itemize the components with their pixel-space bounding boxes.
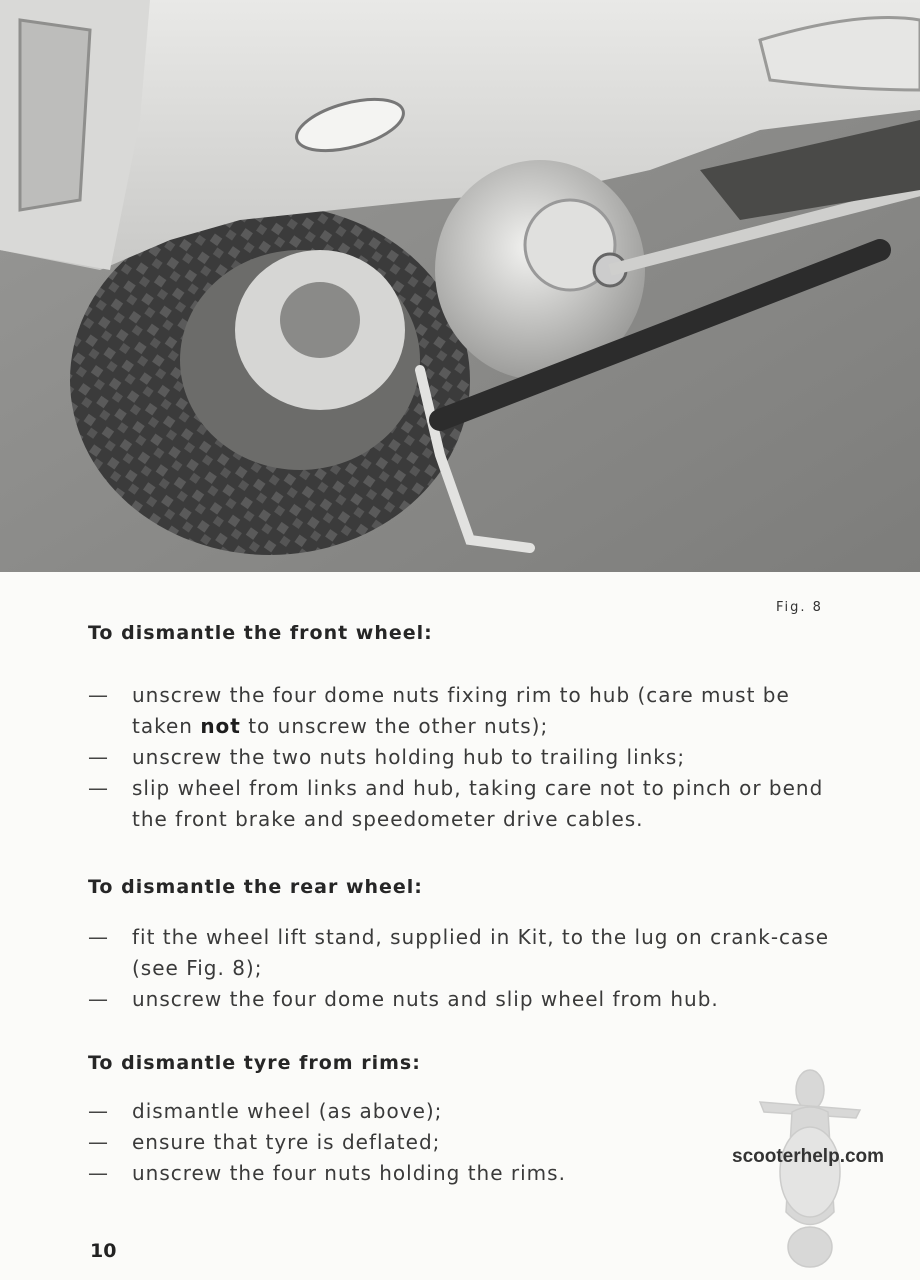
- dash-bullet: —: [88, 745, 109, 769]
- dash-bullet: —: [88, 925, 109, 949]
- section-heading-rear-wheel: To dismantle the rear wheel:: [88, 876, 423, 898]
- dash-bullet: —: [88, 1161, 109, 1185]
- dash-bullet: —: [88, 776, 109, 800]
- section-heading-tyre: To dismantle tyre from rims:: [88, 1052, 421, 1074]
- list-item: — slip wheel from links and hub, taking care not to pinch or bend the front brake and speedometer drive cables.: [88, 773, 848, 835]
- tyre-steps: [88, 1096, 688, 1189]
- dash-bullet: —: [88, 1099, 109, 1123]
- scooter-front-wheel-photo-icon: [0, 0, 920, 572]
- list-item: — dismantle wheel (as above);: [88, 1096, 688, 1127]
- list-item: — unscrew the four dome nuts fixing rim to hub (care must be taken not to unscrew the other nuts);: [88, 680, 848, 742]
- list-item: — unscrew the four nuts holding the rims.: [88, 1158, 688, 1189]
- figure-caption: Fig. 8: [776, 600, 823, 615]
- dash-bullet: —: [88, 1130, 109, 1154]
- dash-bullet: —: [88, 987, 109, 1011]
- page-number: 10: [90, 1240, 117, 1262]
- list-item: — unscrew the four dome nuts and slip wheel from hub.: [88, 984, 848, 1015]
- rear-wheel-steps: [88, 922, 848, 1015]
- list-item: — fit the wheel lift stand, supplied in Kit, to the lug on crank-case (see Fig. 8);: [88, 922, 848, 984]
- figure-photo: [0, 0, 920, 572]
- section-heading-front-wheel: To dismantle the front wheel:: [88, 622, 433, 644]
- dash-bullet: —: [88, 683, 109, 707]
- list-item: — ensure that tyre is deflated;: [88, 1127, 688, 1158]
- list-item: — unscrew the two nuts holding hub to trailing links;: [88, 742, 848, 773]
- front-wheel-steps: [88, 680, 848, 835]
- watermark-text: scooterhelp.com: [732, 1146, 885, 1167]
